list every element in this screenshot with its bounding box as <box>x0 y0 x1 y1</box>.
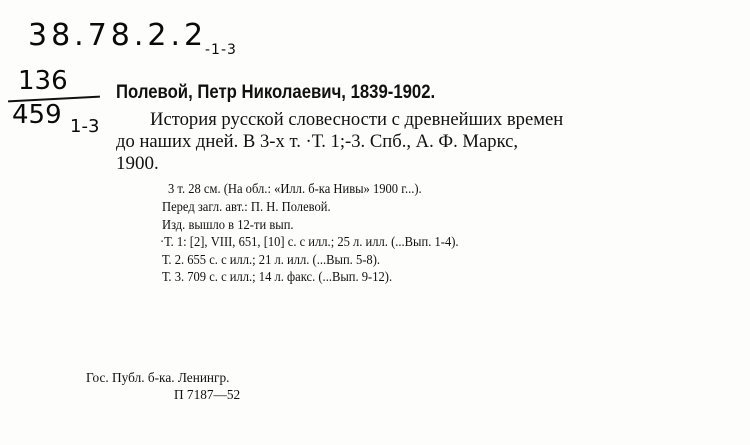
description-line: Т. 3. 709 с. с илл.; 14 л. факс. (...Вып. 9-12). <box>162 269 393 284</box>
library-code: П 7187—52 <box>174 388 241 403</box>
description-line: Перед загл. авт.: П. Н. Полевой. <box>162 199 331 214</box>
title-line-2: до наших дней. В 3-х т. ·Т. 1;-3. Спб., А. Ф. Маркс, <box>116 131 519 152</box>
description-line: ·Т. 1: [2], VIII, 651, [10] с. с илл.; 25 л. илл. (...Вып. 1-4). <box>160 234 459 249</box>
author-heading: Полевой, Петр Николаевич, 1839-1902. <box>116 82 436 103</box>
shelfmark-suffix: -1-3 <box>205 42 237 58</box>
shelfmark: 38.78.2.2 <box>28 18 208 53</box>
description-line: Т. 2. 655 с. с илл.; 21 л. илл. (...Вып. 5-8). <box>162 252 381 267</box>
library-name: Гос. Публ. б-ка. Ленингр. <box>86 371 230 386</box>
call-number-top: 136 <box>18 66 68 96</box>
call-number-bottom: 459 <box>12 100 62 130</box>
call-number-bottom-suffix: 1-3 <box>70 116 100 137</box>
title-line-1: История русской словесности с древнейших времен <box>150 109 564 130</box>
description-line: 3 т. 28 см. (На обл.: «Илл. б-ка Нивы» 1900 г...). <box>168 181 422 196</box>
title-line-3: 1900. <box>116 153 159 174</box>
description-line: Изд. вышло в 12-ти вып. <box>162 217 294 232</box>
